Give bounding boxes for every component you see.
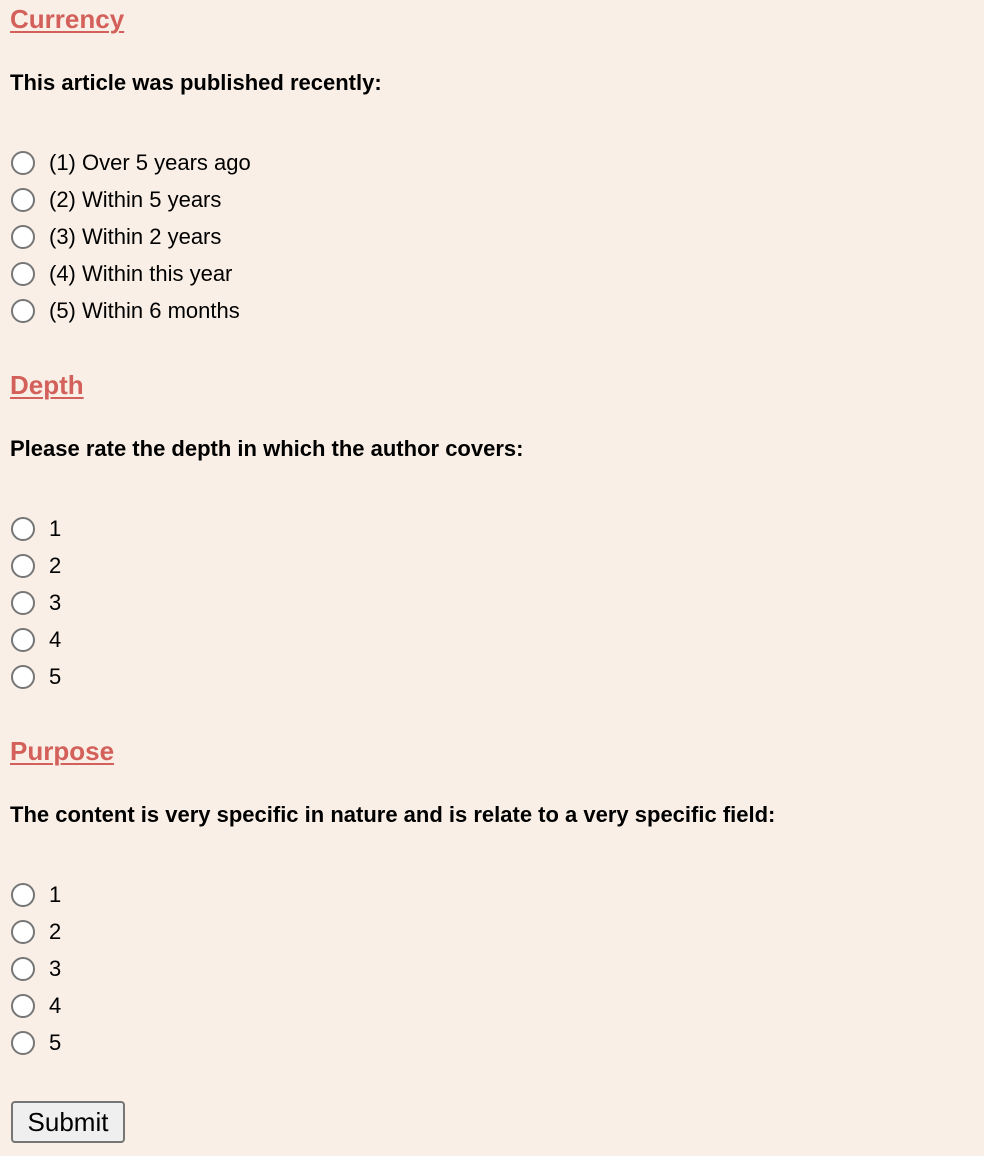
- radio-button[interactable]: [11, 151, 35, 175]
- radio-button[interactable]: [11, 262, 35, 286]
- radio-option[interactable]: [0, 255, 382, 292]
- radio-label[interactable]: 1: [49, 881, 62, 907]
- radio-option[interactable]: [0, 987, 775, 1024]
- radio-button[interactable]: [11, 299, 35, 323]
- radio-option[interactable]: [0, 547, 523, 584]
- radio-label[interactable]: 2: [49, 552, 62, 578]
- radio-button[interactable]: [11, 994, 35, 1018]
- options-depth: [0, 510, 523, 695]
- radio-label[interactable]: 1: [49, 515, 62, 541]
- radio-option[interactable]: [0, 510, 523, 547]
- radio-option[interactable]: [0, 876, 775, 913]
- radio-option[interactable]: [0, 658, 523, 695]
- radio-option[interactable]: [0, 950, 775, 987]
- question-purpose: The content is very specific in nature and is relate to a very specific field:: [10, 802, 776, 827]
- radio-button[interactable]: [11, 591, 35, 615]
- radio-label[interactable]: 5: [49, 663, 62, 689]
- radio-option[interactable]: [0, 913, 775, 950]
- radio-option[interactable]: [0, 181, 382, 218]
- radio-button[interactable]: [11, 188, 35, 212]
- radio-option[interactable]: [0, 292, 382, 329]
- radio-button[interactable]: [11, 920, 35, 944]
- question-currency: This article was published recently:: [10, 70, 382, 95]
- section-purpose: [10, 736, 775, 1061]
- section-title-purpose[interactable]: Purpose: [10, 736, 115, 766]
- submit-button[interactable]: Submit: [11, 1101, 125, 1143]
- radio-label[interactable]: (1) Over 5 years ago: [49, 149, 251, 175]
- radio-label[interactable]: 3: [49, 955, 62, 981]
- radio-option[interactable]: [0, 584, 523, 621]
- options-purpose: [0, 876, 775, 1061]
- radio-button[interactable]: [11, 554, 35, 578]
- radio-label[interactable]: (5) Within 6 months: [49, 297, 240, 323]
- section-title-currency[interactable]: Currency: [10, 4, 125, 34]
- radio-option[interactable]: [0, 144, 382, 181]
- section-title-depth[interactable]: Depth: [10, 370, 84, 400]
- radio-label[interactable]: 2: [49, 918, 62, 944]
- radio-button[interactable]: [11, 517, 35, 541]
- radio-label[interactable]: 4: [49, 992, 62, 1018]
- radio-option[interactable]: [0, 1024, 775, 1061]
- radio-button[interactable]: [11, 665, 35, 689]
- radio-button[interactable]: [11, 957, 35, 981]
- radio-label[interactable]: (4) Within this year: [49, 260, 233, 286]
- options-currency: [0, 144, 382, 329]
- radio-option[interactable]: [0, 218, 382, 255]
- radio-button[interactable]: [11, 883, 35, 907]
- section-currency: [10, 4, 382, 329]
- radio-label[interactable]: (2) Within 5 years: [49, 186, 222, 212]
- radio-button[interactable]: [11, 225, 35, 249]
- question-depth: Please rate the depth in which the author covers:: [10, 436, 524, 461]
- radio-button[interactable]: [11, 628, 35, 652]
- section-depth: [10, 370, 523, 695]
- radio-button[interactable]: [11, 1031, 35, 1055]
- radio-label[interactable]: (3) Within 2 years: [49, 223, 222, 249]
- radio-option[interactable]: [0, 621, 523, 658]
- radio-label[interactable]: 4: [49, 626, 62, 652]
- radio-label[interactable]: 5: [49, 1029, 62, 1055]
- radio-label[interactable]: 3: [49, 589, 62, 615]
